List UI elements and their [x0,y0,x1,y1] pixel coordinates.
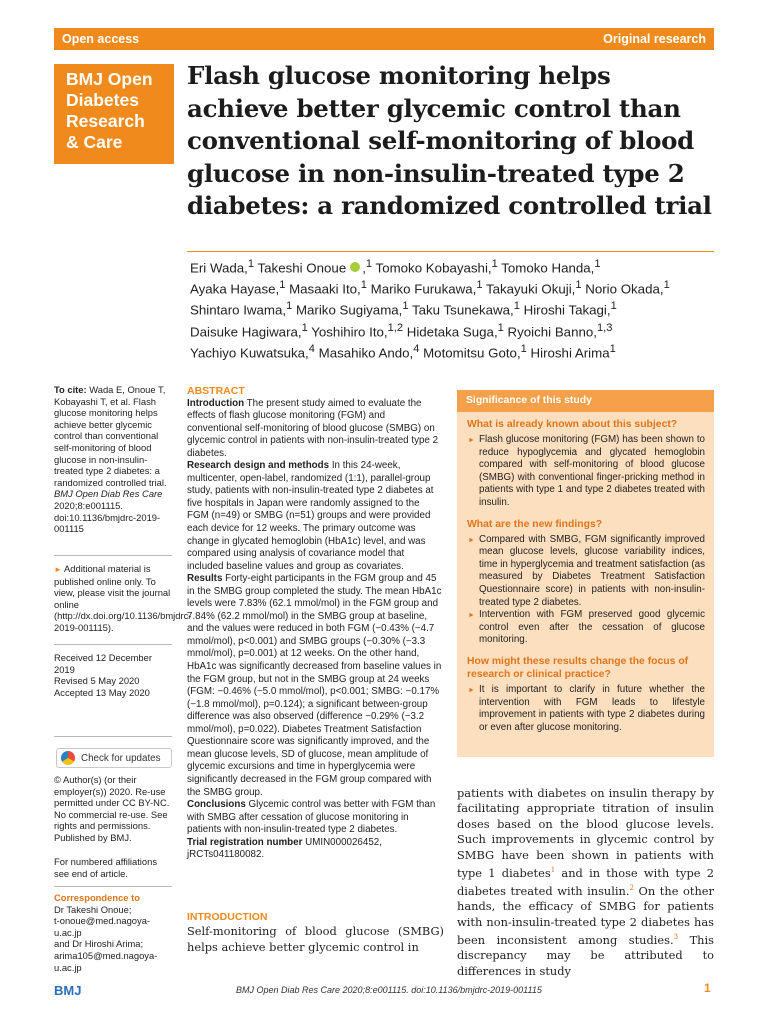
additional-material-note[interactable]: ► Additional material is published online only. To view, please visit the journal online (http://dx.doi.org/10.1136/bmjdrc-2019-001115). [54,563,192,633]
significance-point: ► Intervention with FGM preserved good glycemic control even after the cessation of glucose monitoring. [467,609,705,647]
sidebar-divider [54,886,172,887]
orcid-icon[interactable] [350,262,360,272]
article-title: Flash glucose monitoring helps achieve better glycemic control than conventional self-monitoring of blood glucose in non-insulin-treated type 2 diabetes: a randomized controlled trial [187,61,712,220]
author-line: Daisuke Hagiwara,$^1$ Yoshihiro Ito,$^{1,2}$ Hidetaka Suga,$^1$ Ryoichi Banno,$^{1,3}$ [190,321,613,340]
journal-logo [54,64,174,164]
significance-point: ► It is important to clarify in future whether the intervention with FGM leads to lifestyle improvement in patients with type 2 diabetes during or even after glucose monitoring. [467,684,705,734]
email-link[interactable]: arima105@med.nagoya-u.ac.jp [54,949,158,973]
sidebar-divider [54,555,172,556]
journal-banner [54,28,714,50]
crossmark-icon [61,751,75,765]
title-divider [187,251,714,252]
open-access-label: Open access [62,32,140,46]
article-dates: Received 12 December 2019 Revised 5 May 2020 Accepted 13 May 2020 [54,652,152,698]
introduction-text: Self-monitoring of blood glucose (SMBG) helps achieve better glycemic control in [187,924,444,954]
author-line: Shintaro Iwama,$^1$ Mariko Sugiyama,$^1$ Taku Tsunekawa,$^1$ Hiroshi Takagi,$^1$ [190,300,617,318]
significance-question: What is already known about this subject? [467,419,678,430]
author-list [190,256,715,362]
body-text-column: patients with diabetes on insulin therapy by facilitating appropriate titration of insulin doses based on the blood glucose levels. Such improvements in glycemic control by SMBG have been shown in patients with type 1 diabetes$^1$ and in those with type 2 diabetes treated with insulin.$^2$ On the other hands, the efficacy of SMBG for patients with non-insulin-treated type 2 diabetes has been inconsistent among studies.$^3$ This discrepancy may be attributed to differences in study [457,786,714,978]
significance-point: ► Flash glucose monitoring (FGM) has been shown to reduce hypoglycemia and glycated hemoglobin compared with self-monitoring of blood glucose (SMBG) with conventional finger-pricking method in patients with type 1 and type 2 diabetes treated with insulin. [467,434,705,510]
author-line: Yachiyo Kuwatsuka,$^4$ Masahiko Ando,$^4$ Motomitsu Goto,$^1$ Hiroshi Arima$^1$ [190,342,616,361]
reference-link[interactable]: 1 [550,866,556,875]
citation-block: To cite: Wada E, Onoue T, Kobayashi T, et al. Flash glucose monitoring helps achieve better glycemic control than conventional self-monitoring of blood glucose in non-insulin-treated type 2 diabetes: a randomized controlled trial. BMJ Open Diab Res Care 2020;8:e001115. doi:10.1136/bmjdrc-2019-001115 [54,384,167,535]
significance-question: What are the new findings? [467,518,603,530]
journal-logo-line: & Care [66,132,123,152]
significance-box [457,390,714,757]
journal-logo-line: Diabetes [66,90,139,110]
introduction-heading: INTRODUCTION [187,911,268,923]
sidebar-divider [54,736,172,737]
affiliations-note: For numbered affiliations see end of article. [54,856,158,879]
correspondence-block: Correspondence to Dr Takeshi Onoue; t-onoue@med.nagoya-u.ac.jp and Dr Hiroshi Arima; arima105@med.nagoya-u.ac.jp [54,892,172,973]
author-line: Eri Wada,$^1$ Takeshi Onoue ,$^1$ Tomoko Kobayashi,$^1$ Tomoko Handa,$^1$ [190,258,601,276]
footer-citation: BMJ Open Diab Res Care 2020;8:e001115. doi:10.1136/bmjdrc-2019-001115 [236,985,542,995]
arrow-icon: ► [54,565,62,574]
abstract: ABSTRACT Introduction The present study aimed to evaluate the effects of flash glucose monitoring (FGM) and conventional self-monitoring of blood glucose (SMBG) on glycemic control in patients with non-insulin-treated type 2 diabetes. Research design and methods In this 24-week, multicenter, open-label, randomized (1:1), parallel-group study, patients with non-insulin-treated type 2 diabetes at five hospitals in Japan were randomly assigned to the FGM (n=49) or SMBG (n=51) groups and were provided each device for 12 weeks. The primary outcome was change in glycated hemoglobin (HbA1c) level, and was compared using analysis of covariance model that included baseline values and group as covariates. Results Forty-eight participants in the FGM group and 45 in the SMBG group completed the study. The mean HbA1c levels were 7.83% (62.1 mmol/mol) in the FGM group and 7.84% (62.2 mmol/mol) in the SMBG group at baseline, and the values were reduced in both FGM (−0.43% (−4.7 mmol/mol), p<0.001) and SMBG groups (−0.30% (−3.3 mmol/mol), p=0.001) at 12 weeks. On the other hand, HbA1c was significantly decreased from baseline values in the FGM group, but not in the SMBG group at 24 weeks (FGM: −0.46% (−5.0 mmol/mol), p<0.001; SMBG: −0.17% (−1.8 mmol/mol), p=0.124); a significant between-group difference was also observed (difference −0.29% (−3.2 mmol/mol), p=0.022). Diabetes Treatment Satisfaction Questionnaire score was significantly improved, and the mean glucose levels, SD of glucose, mean amplitude of glycemic excursions and time in hyperglycemia were significantly decreased in the FGM group compared with the SMBG group. Conclusions Glycemic control was better with FGM than with SMBG after cessation of glucose monitoring in patients with non-insulin-treated type 2 diabetes. Trial registration number UMIN000026452, jRCTs041180082. [187,385,442,861]
abstract-heading: ABSTRACT [187,385,245,397]
journal-logo-line: BMJ Open [66,69,153,89]
significance-point: ► Compared with SMBG, FGM significantly improved mean glucose levels, glucose variability indices, time in hyperglycemia and treatment satisfaction (as measured by Diabetes Treatment Satisfaction Questionnaire score) in patients with non-insulin-treated type 2 diabetes. [467,534,705,610]
check-for-updates-button[interactable]: Check for updates [56,748,172,768]
reference-link[interactable]: 3 [673,933,679,942]
sidebar-divider [54,644,172,645]
journal-logo-line: Research [66,111,145,131]
significance-question: How might these results change the focus of research or clinical practice? [467,655,689,680]
bmj-logo: BMJ [54,983,82,998]
article-type-label: Original research [603,32,706,46]
author-line: Ayaka Hayase,$^1$ Masaaki Ito,$^1$ Mariko Furukawa,$^1$ Takayuki Okuji,$^1$ Norio Okada,$^1$ [190,279,670,297]
copyright-notice: © Author(s) (or their employer(s)) 2020. Re-use permitted under CC BY-NC. No commercial re-use. See rights and permissions. Published by BMJ. [54,774,170,843]
significance-header: Significance of this study [457,390,714,412]
reference-link[interactable]: 2 [629,884,634,893]
page-number: 1 [704,981,711,995]
email-link[interactable]: t-onoue@med.nagoya-u.ac.jp [54,915,151,938]
